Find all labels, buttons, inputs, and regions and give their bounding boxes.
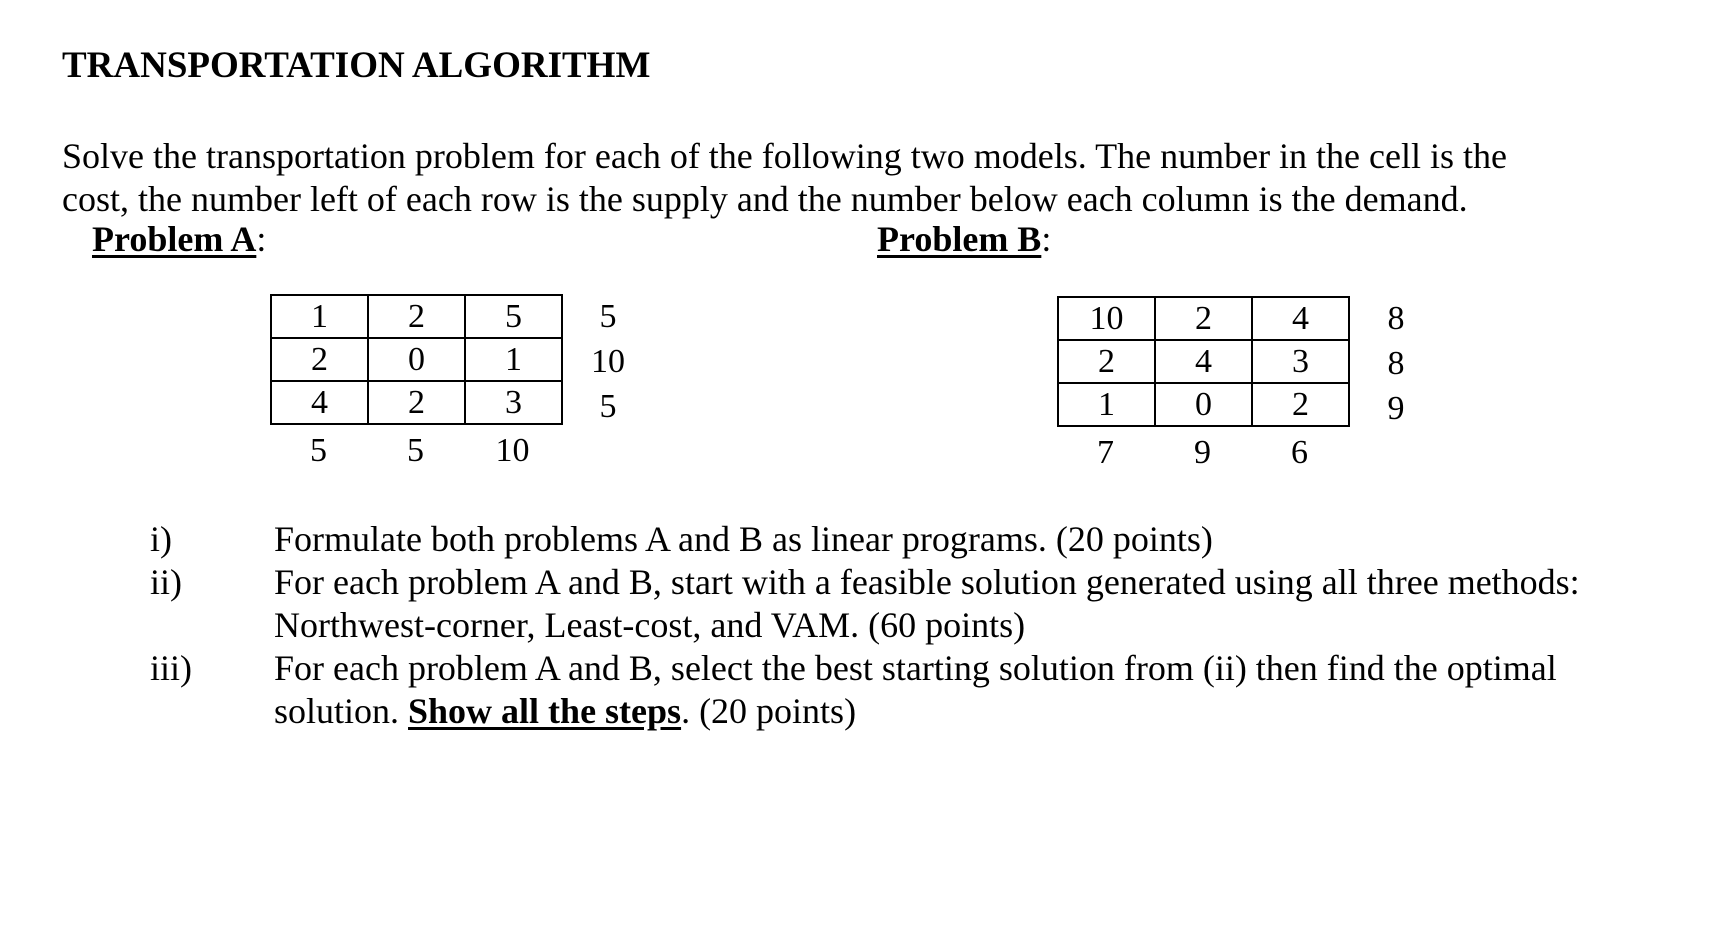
demand-value: 5 xyxy=(407,432,424,469)
question-text-line xyxy=(274,690,1723,733)
table-row xyxy=(1058,383,1349,426)
question-text-post: . (20 points) xyxy=(681,691,857,731)
cost-cell: 0 xyxy=(368,338,465,381)
page-title: TRANSPORTATION ALGORITHM xyxy=(62,45,651,86)
cost-cell: 2 xyxy=(1058,340,1155,383)
question-item xyxy=(0,518,1723,561)
problem-b-label: Problem B xyxy=(877,219,1042,259)
instructions-line-2: cost, the number left of each row is the supply and the number below each column is the demand. xyxy=(62,179,1468,219)
table-row xyxy=(271,381,562,424)
cost-cell: 2 xyxy=(1155,297,1252,340)
cost-cell: 4 xyxy=(271,381,368,424)
table-row xyxy=(271,295,562,338)
emphasis-text: Show all the steps xyxy=(408,691,682,731)
cost-cell: 5 xyxy=(465,295,562,338)
question-list xyxy=(0,518,1723,733)
cost-cell: 4 xyxy=(1155,340,1252,383)
instructions-line-1: Solve the transportation problem for each of the following two models. The number in the cell is the xyxy=(62,136,1507,176)
supply-value: 9 xyxy=(1387,390,1405,427)
demand-value: 6 xyxy=(1291,434,1308,471)
cost-cell: 4 xyxy=(1252,297,1349,340)
problem-a-demand xyxy=(270,428,561,473)
question-number: ii) xyxy=(150,562,182,602)
cost-cell: 1 xyxy=(271,295,368,338)
question-text: For each problem A and B, start with a feasible solution generated using all three methods: xyxy=(274,562,1580,602)
table-row xyxy=(1058,340,1349,383)
cost-cell: 0 xyxy=(1155,383,1252,426)
cost-cell: 2 xyxy=(368,381,465,424)
problem-b-cost-table xyxy=(1057,296,1350,427)
problem-b-heading xyxy=(877,218,1051,260)
problem-b-demand xyxy=(1057,430,1348,475)
problem-a-heading xyxy=(92,218,266,260)
question-number: i) xyxy=(150,519,172,559)
problem-a-supply xyxy=(578,294,638,429)
question-item xyxy=(0,561,1723,647)
supply-value: 8 xyxy=(1387,300,1405,337)
question-text-pre: solution. xyxy=(274,691,409,731)
table-row xyxy=(271,338,562,381)
supply-value: 5 xyxy=(599,298,617,335)
cost-cell: 2 xyxy=(1252,383,1349,426)
cost-cell: 3 xyxy=(1252,340,1349,383)
demand-value: 10 xyxy=(495,432,530,469)
cost-cell: 2 xyxy=(271,338,368,381)
table-row xyxy=(1058,297,1349,340)
demand-value: 9 xyxy=(1194,434,1211,471)
cost-cell: 1 xyxy=(1058,383,1155,426)
supply-value: 10 xyxy=(591,343,625,380)
demand-value: 5 xyxy=(310,432,327,469)
problem-a-cost-table xyxy=(270,294,563,425)
instructions xyxy=(62,135,1682,221)
supply-value: 5 xyxy=(599,388,617,425)
problem-a-colon: : xyxy=(256,219,267,259)
problem-b-colon: : xyxy=(1041,219,1052,259)
question-item xyxy=(0,647,1723,733)
demand-value: 7 xyxy=(1097,434,1114,471)
question-text: For each problem A and B, select the best starting solution from (ii) then find the optimal xyxy=(274,648,1557,688)
problem-b-supply xyxy=(1366,296,1426,431)
question-text: Northwest-corner, Least-cost, and VAM. (60 points) xyxy=(274,605,1026,645)
problem-a-label: Problem A xyxy=(92,219,257,259)
cost-cell: 3 xyxy=(465,381,562,424)
question-text: Formulate both problems A and B as linear programs. (20 points) xyxy=(274,519,1213,559)
cost-cell: 1 xyxy=(465,338,562,381)
cost-cell: 10 xyxy=(1058,297,1155,340)
supply-value: 8 xyxy=(1387,345,1405,382)
question-number: iii) xyxy=(150,648,192,688)
cost-cell: 2 xyxy=(368,295,465,338)
